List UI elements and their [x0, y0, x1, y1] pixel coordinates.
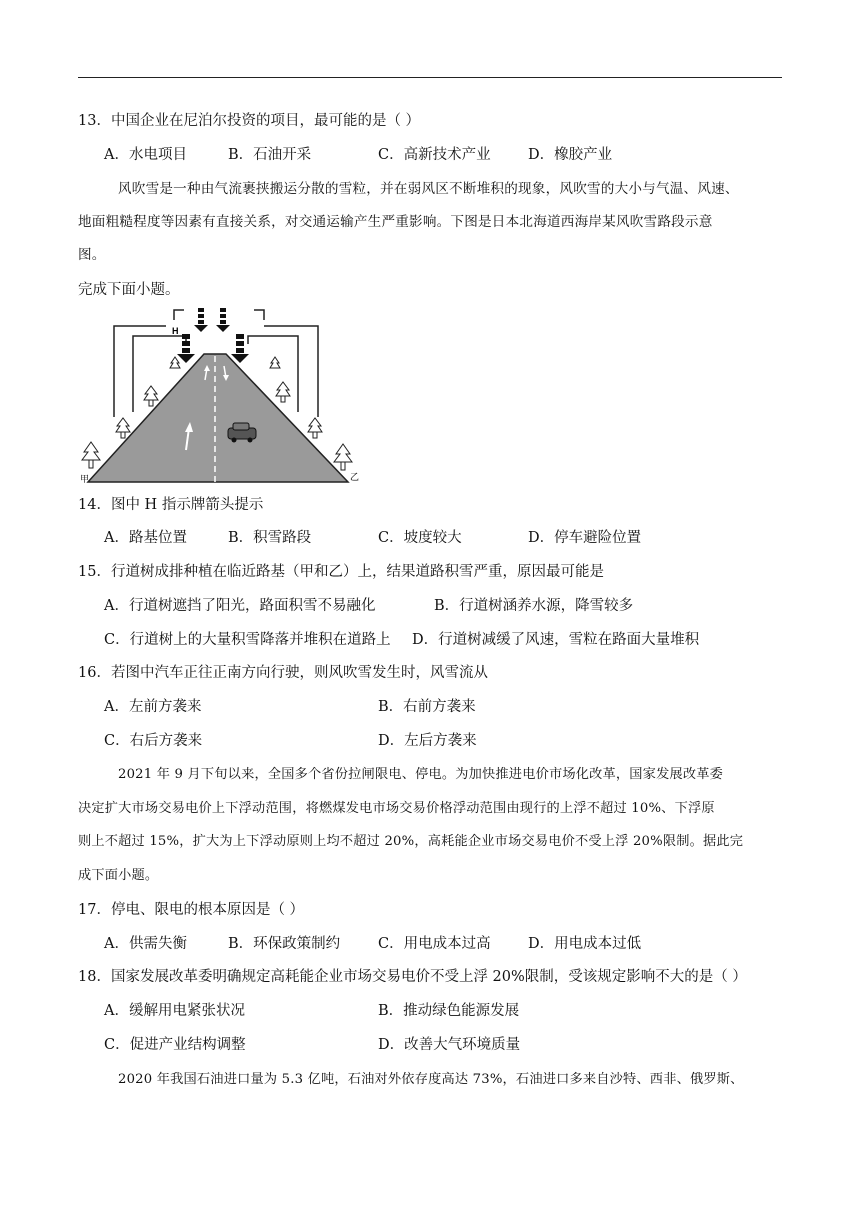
q16-option-a[interactable]: A．左前方袭来	[104, 699, 202, 715]
q18-stem: 18．国家发展改革委明确规定高耗能企业市场交易电价不受上浮 20%限制，受该规定影响不大的是（ ）	[78, 969, 747, 985]
q15-option-d[interactable]: D．行道树减缓了风速，雪粒在路面大量堆积	[412, 632, 700, 648]
q17-option-b[interactable]: B．环保政策制约	[228, 936, 341, 952]
passage1-line-1: 风吹雪是一种由气流裹挟搬运分散的雪粒，并在弱风区不断堆积的现象，风吹雪的大小与气温、风速、	[118, 181, 739, 197]
q13-option-a[interactable]: A．水电项目	[104, 147, 187, 163]
q17-stem: 17．停电、限电的根本原因是（ ）	[78, 902, 305, 918]
right-sign-arrow-icon	[231, 334, 249, 363]
q18-option-d[interactable]: D．改善大气环境质量	[378, 1037, 521, 1053]
q18-option-b[interactable]: B．推动绿色能源发展	[378, 1003, 520, 1019]
snow-arrow-right-icon	[216, 308, 230, 332]
passage1-line-3: 图。	[78, 247, 106, 263]
snow-arrow-left-icon	[194, 308, 208, 332]
snow-road-diagram	[78, 302, 362, 484]
passage2-line-2: 决定扩大市场交易电价上下浮动范围，将燃煤发电市场交易价格浮动范围由现行的上浮不超过 10%、下浮原	[78, 801, 715, 816]
road-surface	[88, 354, 348, 482]
q15-option-a[interactable]: A．行道树遮挡了阳光，路面积雪不易融化	[104, 598, 376, 614]
q18-option-a[interactable]: A．缓解用电紧张状况	[104, 1003, 245, 1019]
passage1-line-2: 地面粗糙程度等因素有直接关系，对交通运输产生严重影响。下图是日本北海道西海岸某风吹雪路段示意	[78, 214, 713, 230]
q13-option-b[interactable]: B．石油开采	[228, 147, 312, 163]
q15-option-b[interactable]: B．行道树涵养水源，降雪较多	[434, 598, 634, 614]
q17-option-c[interactable]: C．用电成本过高	[378, 936, 491, 952]
q14-option-b[interactable]: B．积雪路段	[228, 530, 312, 546]
h-label: H	[172, 326, 179, 336]
q13-option-c[interactable]: C．高新技术产业	[378, 147, 491, 163]
passage2-line-1: 2021 年 9 月下旬以来，全国多个省份拉闸限电、停电。为加快推进电价市场化改革，国家发展改革委	[118, 767, 724, 782]
passage2-line-3: 则上不超过 15%，扩大为上下浮动原则上均不超过 20%，高耗能企业市场交易电价不受上浮 20%限制。据此完	[78, 834, 744, 849]
passage3-line-1: 2020 年我国石油进口量为 5.3 亿吨，石油对外依存度高达 73%，石油进口多来自沙特、西非、俄罗斯、	[118, 1072, 744, 1087]
label-jia: 甲	[80, 475, 90, 484]
q14-option-c[interactable]: C．坡度较大	[378, 530, 462, 546]
q13-stem: 13．中国企业在尼泊尔投资的项目，最可能的是（ ）	[78, 113, 421, 129]
q16-option-c[interactable]: C．右后方袭来	[104, 733, 203, 749]
q13-option-d[interactable]: D．橡胶产业	[528, 147, 613, 163]
h-sign-arrow-icon	[177, 334, 195, 363]
q14-option-d[interactable]: D．停车避险位置	[528, 530, 642, 546]
q16-option-b[interactable]: B．右前方袭来	[378, 699, 476, 715]
q14-stem: 14．图中 H 指示牌箭头提示	[78, 497, 264, 513]
q16-option-d[interactable]: D．左后方袭来	[378, 733, 477, 749]
q15-option-c[interactable]: C．行道树上的大量积雪降落并堆积在道路上	[104, 632, 391, 648]
q17-option-a[interactable]: A．供需失衡	[104, 936, 187, 952]
q18-option-c[interactable]: C．促进产业结构调整	[104, 1037, 246, 1053]
passage1-instruction: 完成下面小题。	[78, 282, 180, 298]
header-rule	[78, 77, 782, 78]
q16-stem: 16．若图中汽车正往正南方向行驶，则风吹雪发生时，风雪流从	[78, 665, 488, 681]
q15-stem: 15．行道树成排种植在临近路基（甲和乙）上，结果道路积雪严重，原因最可能是	[78, 564, 604, 580]
passage2-line-4: 成下面小题。	[78, 868, 159, 883]
q14-option-a[interactable]: A．路基位置	[104, 530, 187, 546]
label-yi: 乙	[350, 473, 360, 483]
q17-option-d[interactable]: D．用电成本过低	[528, 936, 642, 952]
